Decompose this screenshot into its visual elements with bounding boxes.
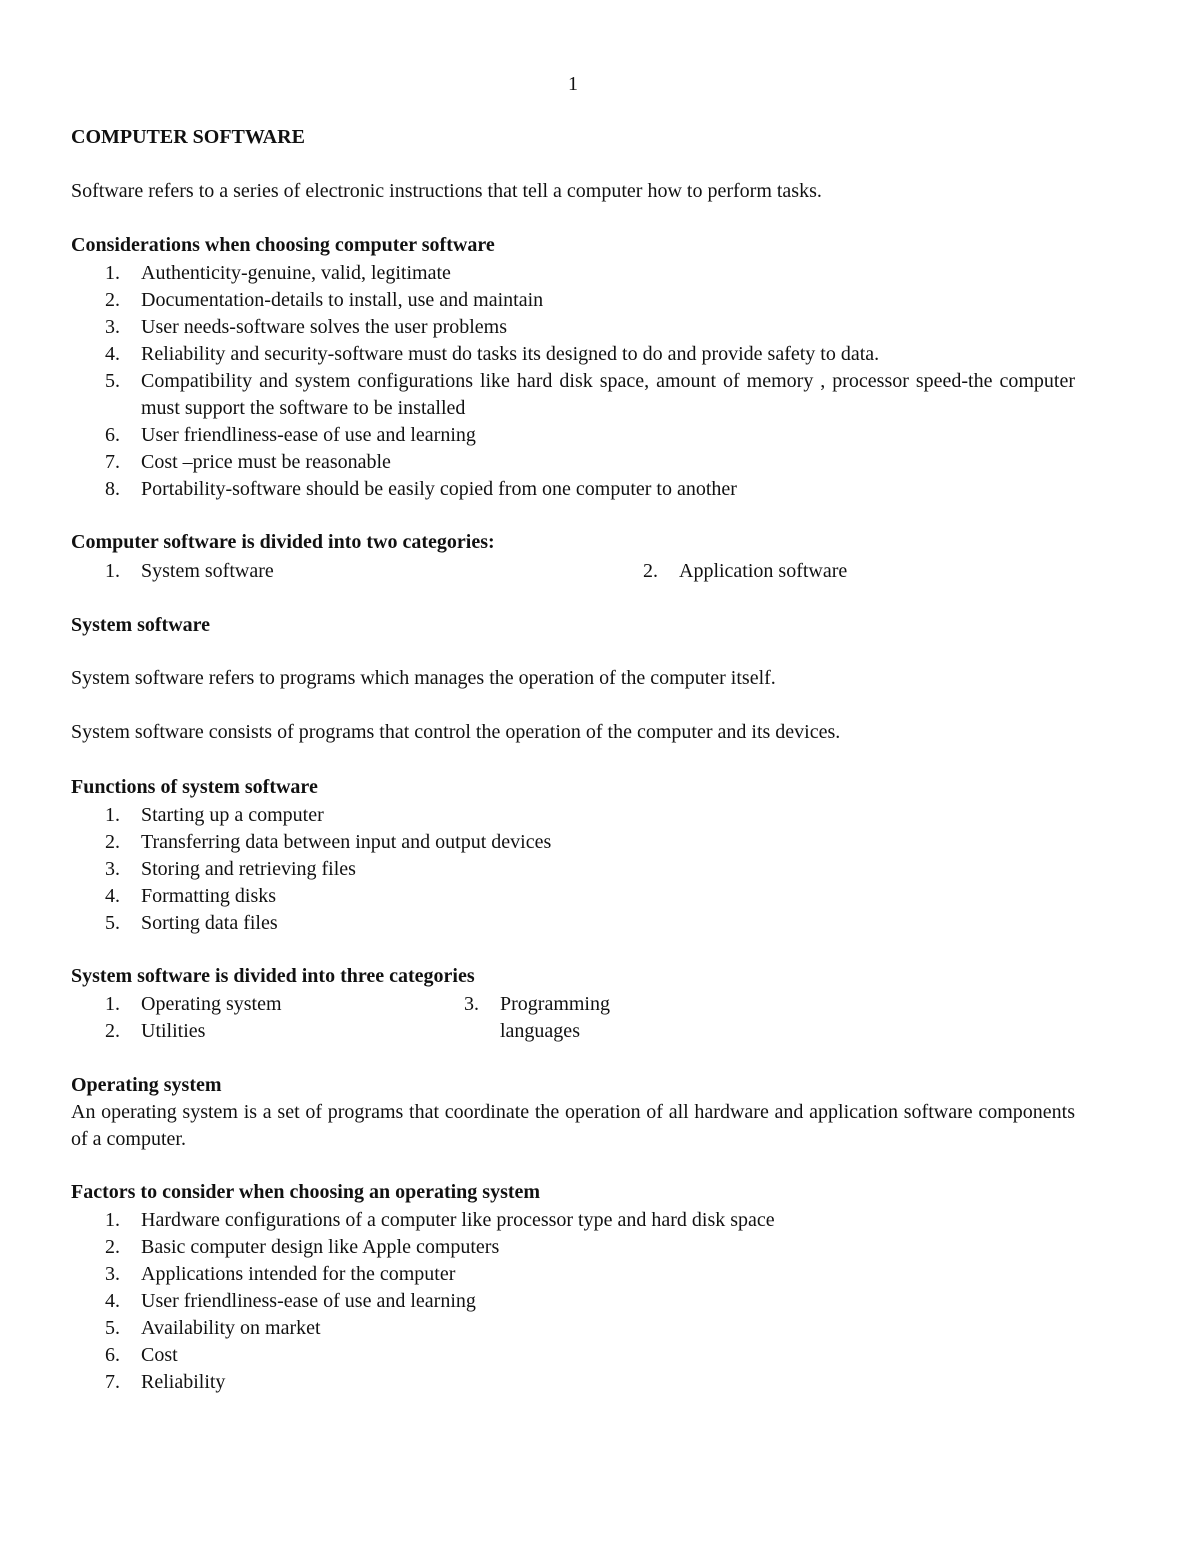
three-category-3-number: 3. (464, 993, 479, 1015)
list-item-text: Compatibility and system configurations like hard disk space, amount of memory , processor speed-the computer must support the software to be installed (141, 370, 1075, 419)
list-item-text: Availability on market (141, 1317, 321, 1339)
list-item-number: 3. (105, 1263, 120, 1285)
list-item-number: 1. (105, 804, 120, 826)
three-category-1-text: Operating system (141, 993, 282, 1015)
list-item-text: User friendliness-ease of use and learning (141, 1290, 476, 1312)
category-1-text: System software (141, 560, 274, 582)
category-1-number: 1. (105, 560, 120, 582)
system-software-definition-1: System software refers to programs which manages the operation of the computer itself. (71, 667, 776, 689)
list-item-number: 5. (105, 912, 120, 934)
list-item-number: 6. (105, 424, 120, 446)
page-title: COMPUTER SOFTWARE (71, 126, 305, 148)
list-item-text: Authenticity-genuine, valid, legitimate (141, 262, 451, 284)
list-item-text: Applications intended for the computer (141, 1263, 456, 1285)
three-category-3-text-line-2: languages (500, 1020, 580, 1042)
intro-paragraph: Software refers to a series of electronic instructions that tell a computer how to perform tasks. (71, 180, 822, 202)
system-software-definition-2: System software consists of programs that control the operation of the computer and its devices. (71, 721, 841, 743)
list-item-text: Hardware configurations of a computer like processor type and hard disk space (141, 1209, 775, 1231)
system-software-heading: System software (71, 614, 211, 636)
list-item-text: User friendliness-ease of use and learning (141, 424, 476, 446)
list-item-text: Sorting data files (141, 912, 278, 934)
page-number: 1 (568, 73, 578, 95)
list-item-text: Storing and retrieving files (141, 858, 356, 880)
three-categories-heading: System software is divided into three categories (71, 965, 475, 987)
category-2-text: Application software (679, 560, 848, 582)
list-item-text: Reliability (141, 1371, 226, 1393)
list-item-text: Documentation-details to install, use and maintain (141, 289, 544, 311)
list-item-number: 2. (105, 1236, 120, 1258)
list-item-text: Formatting disks (141, 885, 277, 907)
functions-heading: Functions of system software (71, 776, 318, 798)
list-item-text: Basic computer design like Apple computers (141, 1236, 500, 1258)
categories-heading: Computer software is divided into two categories: (71, 531, 495, 553)
list-item-number: 4. (105, 885, 120, 907)
list-item-text: Reliability and security-software must do tasks its designed to do and provide safety to data. (141, 343, 880, 365)
three-category-3-text-line-1: Programming (500, 993, 610, 1015)
three-category-2-number: 2. (105, 1020, 120, 1042)
list-item-text: Cost (141, 1344, 178, 1366)
three-category-2-text: Utilities (141, 1020, 206, 1042)
list-item-text: Cost –price must be reasonable (141, 451, 391, 473)
factors-heading: Factors to consider when choosing an operating system (71, 1181, 541, 1203)
list-item-text: Portability-software should be easily copied from one computer to another (141, 478, 737, 500)
list-item-number: 4. (105, 343, 120, 365)
list-item-number: 3. (105, 858, 120, 880)
list-item-number: 2. (105, 289, 120, 311)
list-item-number: 8. (105, 478, 120, 500)
three-category-1-number: 1. (105, 993, 120, 1015)
list-item-text: User needs-software solves the user problems (141, 316, 508, 338)
list-item-number: 6. (105, 1344, 120, 1366)
list-item-number: 5. (105, 1317, 120, 1339)
list-item-number: 2. (105, 831, 120, 853)
considerations-heading: Considerations when choosing computer software (71, 234, 495, 256)
list-item-number: 5. (105, 370, 120, 392)
list-item-text: Transferring data between input and output devices (141, 831, 552, 853)
list-item-number: 7. (105, 451, 120, 473)
list-item-number: 1. (105, 262, 120, 284)
operating-system-paragraph: An operating system is a set of programs that coordinate the operation of all hardware and application software components of a computer. (71, 1101, 1075, 1150)
list-item-number: 7. (105, 1371, 120, 1393)
list-item-number: 3. (105, 316, 120, 338)
operating-system-heading: Operating system (71, 1074, 222, 1096)
list-item-number: 1. (105, 1209, 120, 1231)
list-item-text: Starting up a computer (141, 804, 324, 826)
list-item-number: 4. (105, 1290, 120, 1312)
category-2-number: 2. (643, 560, 658, 582)
